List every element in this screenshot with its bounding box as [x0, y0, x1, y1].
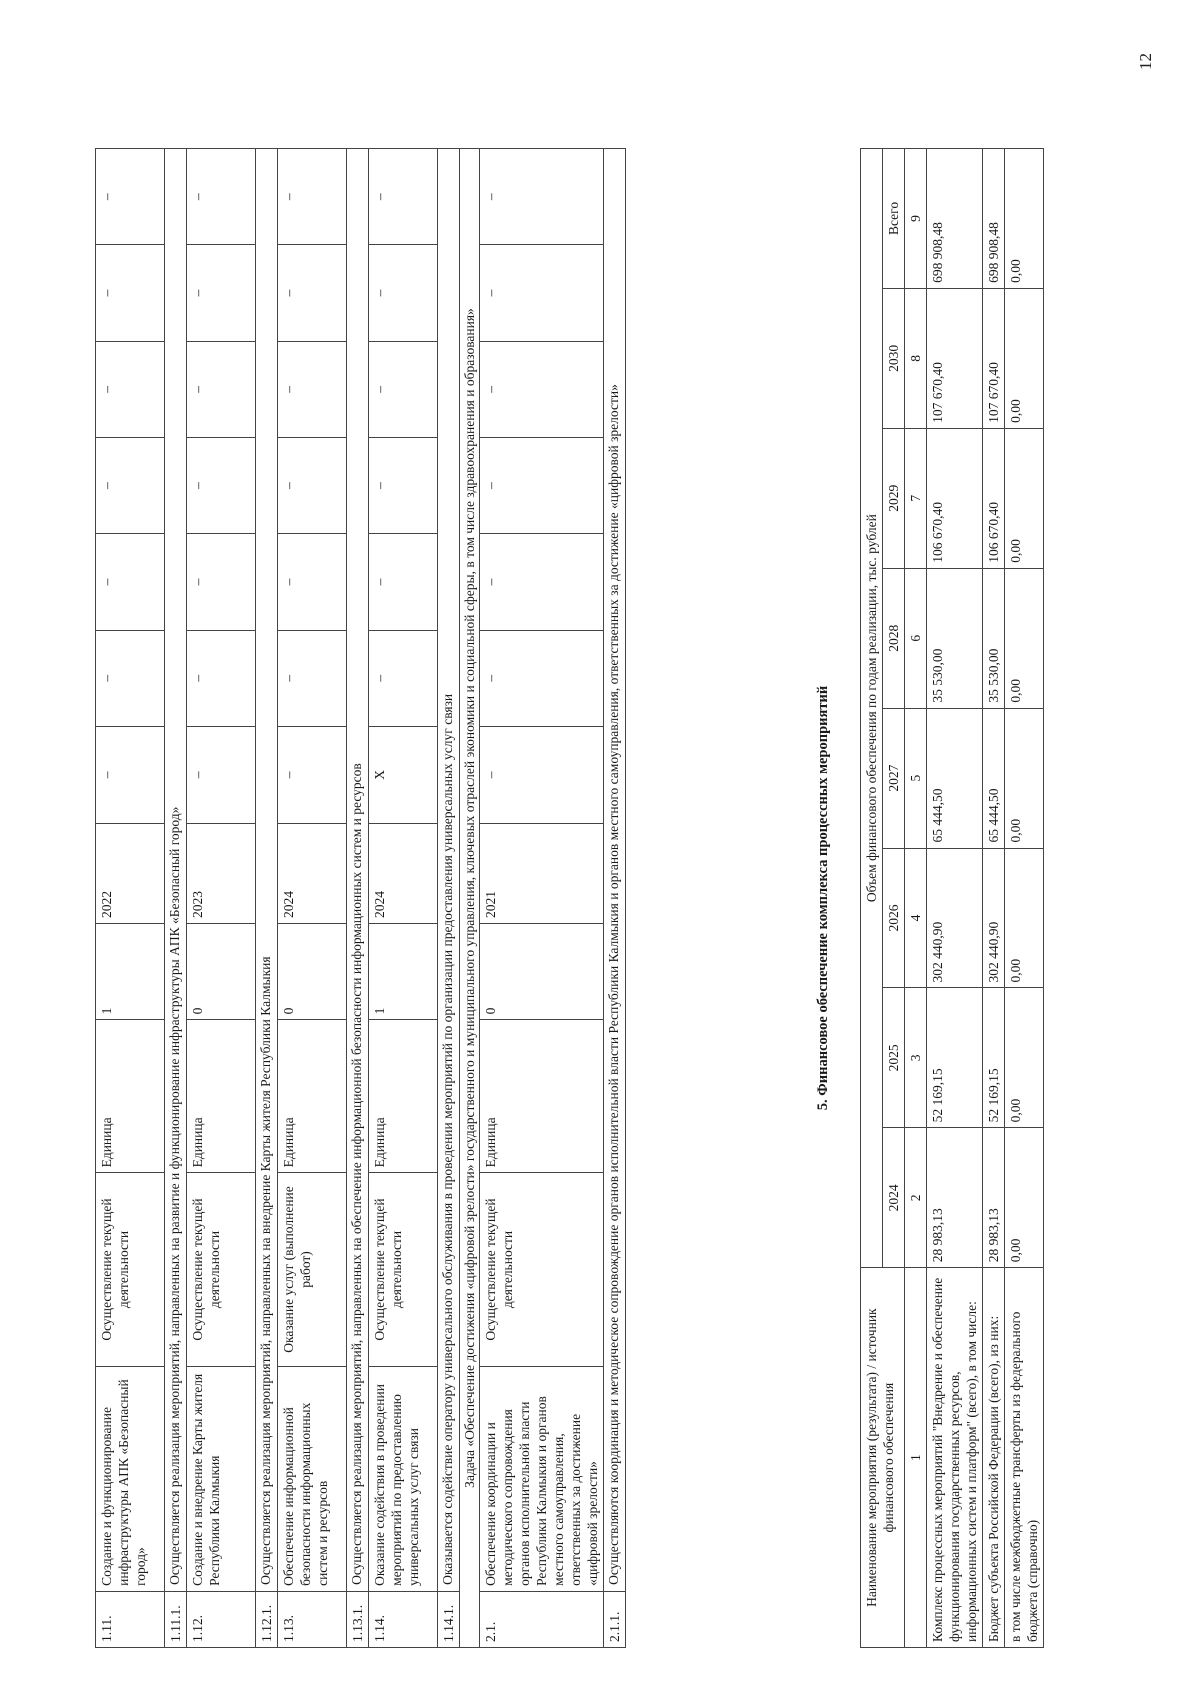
value-cell: – — [480, 245, 604, 341]
financing-value: 52 169,15 — [983, 988, 1005, 1128]
row-number: 1.11. — [96, 1591, 165, 1647]
financing-value: 107 670,40 — [927, 288, 983, 428]
base-year: 2023 — [187, 823, 256, 923]
base-year: 2021 — [480, 823, 604, 923]
year-header: 2028 — [883, 568, 905, 708]
result-type: Осуществление текущей деятельности — [369, 1173, 438, 1366]
result-type: Осуществление текущей деятельности — [187, 1173, 256, 1366]
value-cell: – — [369, 341, 438, 437]
value-cell: X — [369, 726, 438, 823]
financing-value: 0,00 — [1005, 848, 1044, 988]
financing-value: 0,00 — [1005, 708, 1044, 848]
year-header: 2030 — [883, 288, 905, 428]
value-cell: – — [278, 630, 347, 726]
value-cell: – — [96, 534, 165, 630]
row-number: 1.14. — [369, 1591, 438, 1647]
value-cell: – — [187, 534, 256, 630]
financing-value: 0,00 — [1005, 568, 1044, 708]
row-number: 1.13.1. — [347, 1591, 369, 1647]
column-number: 1 — [905, 1268, 927, 1648]
table-row — [460, 149, 480, 1648]
financing-value: 0,00 — [1005, 1128, 1044, 1268]
value-cell: – — [369, 149, 438, 245]
financing-row — [927, 149, 983, 1648]
financing-value: 28 983,13 — [927, 1128, 983, 1268]
value-cell: – — [278, 341, 347, 437]
value-cell: – — [96, 438, 165, 534]
base-year: 2024 — [369, 823, 438, 923]
value-cell: – — [278, 438, 347, 534]
column-number: 4 — [905, 848, 927, 988]
base-value: 0 — [187, 924, 256, 1020]
financing-source-name: Комплекс процессных мероприятий "Внедрение и обеспечение функционирования государственных ресурсов, информационных систем и платформ" (всего), в том числе: — [927, 1268, 983, 1648]
column-number: 3 — [905, 988, 927, 1128]
value-cell: – — [480, 341, 604, 437]
row-number: 1.11.1. — [165, 1591, 187, 1647]
value-cell: – — [369, 534, 438, 630]
task-heading: Задача «Обеспечение достижения «цифровой зрелости» государственного и муниципального управления, ключевых отраслей экономики и социальной сферы, в том числе здравоохранения и образования» — [460, 149, 480, 1648]
year-header: 2027 — [883, 708, 905, 848]
financing-name-header: Наименование мероприятия (результата) / источник финансового обеспечения — [861, 1268, 905, 1648]
unit: Единица — [96, 1020, 165, 1173]
result-name: Оказание содействия в проведении мероприятий по предоставлению универсальных услуг связи — [369, 1366, 438, 1591]
indicators-table — [95, 148, 626, 1648]
table-row — [347, 149, 369, 1648]
base-value: 0 — [480, 924, 604, 1020]
activity-description: Осуществляется реализация мероприятий, направленных на развитие и функционирование инфраструктуры АПК «Безопасный город» — [165, 149, 187, 1592]
table-row — [369, 149, 438, 1648]
financing-value: 28 983,13 — [983, 1128, 1005, 1268]
year-header: 2029 — [883, 428, 905, 568]
financing-value: 302 440,90 — [983, 848, 1005, 988]
value-cell: – — [480, 726, 604, 823]
financing-value: 65 444,50 — [983, 708, 1005, 848]
financing-table — [860, 148, 1044, 1648]
row-number: 2.1.1. — [604, 1591, 626, 1647]
row-number: 2.1. — [480, 1591, 604, 1647]
value-cell: – — [480, 534, 604, 630]
row-number: 1.13. — [278, 1591, 347, 1647]
activity-description: Осуществляется реализация мероприятий, направленных на обеспечение информационной безопасности информационных систем и ресурсов — [347, 149, 369, 1592]
financing-value: 698 908,48 — [927, 149, 983, 289]
result-type: Оказание услуг (выполнение работ) — [278, 1173, 347, 1366]
page-number: 12 — [1136, 53, 1155, 70]
value-cell: – — [96, 245, 165, 341]
result-name: Обеспечение информационной безопасности информационных систем и ресурсов — [278, 1366, 347, 1591]
section-5-title: 5. Финансовое обеспечение комплекса процессных мероприятий — [815, 685, 831, 1111]
activity-description: Оказывается содействие оператору универсального обслуживания в проведении мероприятий по организации предоставления универсальных услуг связи — [438, 149, 460, 1592]
financing-value: 0,00 — [1005, 428, 1044, 568]
table-row — [480, 149, 604, 1648]
column-number: 6 — [905, 568, 927, 708]
column-number: 7 — [905, 428, 927, 568]
base-value: 1 — [369, 924, 438, 1020]
result-name: Обеспечение координации и методического сопровождения органов исполнительной власти Республики Калмыкия и органов местного самоуправления, ответственных за достижение «цифровой зрелости» — [480, 1366, 604, 1591]
value-cell: – — [187, 341, 256, 437]
value-cell: – — [480, 149, 604, 245]
financing-value: 0,00 — [1005, 288, 1044, 428]
column-number: 5 — [905, 708, 927, 848]
value-cell: – — [480, 438, 604, 534]
row-number: 1.14.1. — [438, 1591, 460, 1647]
landscape-page — [20, 58, 1130, 1648]
activity-description: Осуществляется реализация мероприятий, направленных на внедрение Карты жителя Республики Калмыкия — [256, 149, 278, 1592]
result-type: Осуществление текущей деятельности — [96, 1173, 165, 1366]
unit: Единица — [480, 1020, 604, 1173]
financing-value: 35 530,00 — [927, 568, 983, 708]
table-row — [278, 149, 347, 1648]
value-cell: – — [369, 438, 438, 534]
financing-value: 106 670,40 — [927, 428, 983, 568]
unit: Единица — [187, 1020, 256, 1173]
financing-row — [983, 149, 1005, 1648]
base-year: 2024 — [278, 823, 347, 923]
year-header: 2026 — [883, 848, 905, 988]
row-number: 1.12. — [187, 1591, 256, 1647]
base-value: 1 — [96, 924, 165, 1020]
base-year: 2022 — [96, 823, 165, 923]
table-row — [96, 149, 165, 1648]
value-cell: – — [187, 245, 256, 341]
value-cell: – — [278, 245, 347, 341]
financing-value: 35 530,00 — [983, 568, 1005, 708]
value-cell: – — [96, 726, 165, 823]
activity-description: Осуществляются координация и методическое сопровождение органов исполнительной власти Республики Калмыкия и органов местного самоуправления, ответственных за достижение «цифровой зрелости» — [604, 149, 626, 1592]
financing-value: 698 908,48 — [983, 149, 1005, 289]
value-cell: – — [96, 341, 165, 437]
value-cell: – — [278, 726, 347, 823]
table-row — [604, 149, 626, 1648]
financing-group-header: Объем финансового обеспечения по годам реализации, тыс. рублей — [861, 149, 883, 1268]
year-header: 2024 — [883, 1128, 905, 1268]
financing-value: 107 670,40 — [983, 288, 1005, 428]
financing-row — [1005, 149, 1044, 1648]
financing-value: 0,00 — [1005, 988, 1044, 1128]
value-cell: – — [278, 149, 347, 245]
row-number: 1.12.1. — [256, 1591, 278, 1647]
value-cell: – — [187, 726, 256, 823]
financing-value: 52 169,15 — [927, 988, 983, 1128]
value-cell: – — [369, 245, 438, 341]
value-cell: – — [187, 438, 256, 534]
value-cell: – — [480, 630, 604, 726]
column-number: 8 — [905, 288, 927, 428]
result-name: Создание и внедрение Карты жителя Республики Калмыкия — [187, 1366, 256, 1591]
financing-source-name: в том числе межбюджетные трансферты из федерального бюджета (справочно) — [1005, 1268, 1044, 1648]
value-cell: – — [96, 149, 165, 245]
year-header: Всего — [883, 149, 905, 289]
financing-value: 0,00 — [1005, 149, 1044, 289]
table-row — [165, 149, 187, 1648]
table-row — [256, 149, 278, 1648]
value-cell: – — [187, 630, 256, 726]
result-type: Осуществление текущей деятельности — [480, 1173, 604, 1366]
table-row — [438, 149, 460, 1648]
value-cell: – — [369, 630, 438, 726]
table-row — [187, 149, 256, 1648]
result-name: Создание и функционирование инфраструктуры АПК «Безопасный город» — [96, 1366, 165, 1591]
unit: Единица — [369, 1020, 438, 1173]
value-cell: – — [278, 534, 347, 630]
year-header: 2025 — [883, 988, 905, 1128]
value-cell: – — [187, 149, 256, 245]
base-value: 0 — [278, 924, 347, 1020]
financing-value: 106 670,40 — [983, 428, 1005, 568]
column-number: 9 — [905, 149, 927, 289]
value-cell: – — [96, 630, 165, 726]
column-number: 2 — [905, 1128, 927, 1268]
financing-source-name: Бюджет субъекта Российской Федерации (всего), из них: — [983, 1268, 1005, 1648]
financing-value: 65 444,50 — [927, 708, 983, 848]
unit: Единица — [278, 1020, 347, 1173]
financing-value: 302 440,90 — [927, 848, 983, 988]
